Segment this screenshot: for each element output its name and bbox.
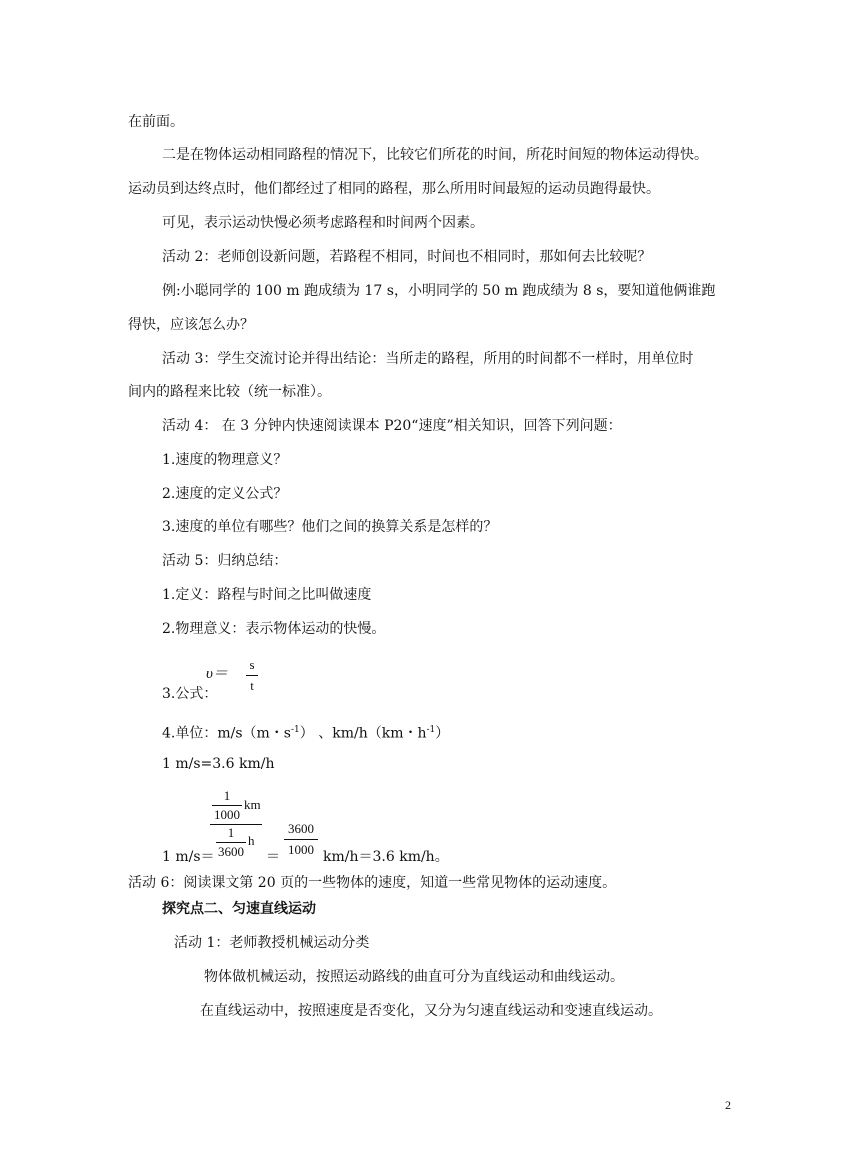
text-line: 在前面。 (128, 114, 184, 130)
fraction-bar (284, 839, 318, 840)
text-line: 活动 5：归纳总结： (162, 553, 288, 569)
text-line: 得快，应该怎么办？ (128, 317, 254, 333)
fraction-bar (212, 805, 242, 806)
text-line: 活动 6：阅读课文第 20 页的一些物体的速度，知道一些常见物体的运动速度。 (128, 875, 617, 891)
conversion-thousand: 1000 (214, 807, 240, 822)
text-line: 活动 4： 在 3 分钟内快速阅读课本 P20“速度”相关知识，回答下列问题： (162, 418, 622, 434)
text-line: 运动员到达终点时，他们都经过了相同的路程，那么所用时间最短的运动员跑得最快。 (128, 181, 660, 197)
conversion-one: 1 (227, 825, 235, 840)
text-line: 可见，表示运动快慢必须考虑路程和时间两个因素。 (162, 215, 484, 231)
text-line: 3.速度的单位有哪些？他们之间的换算关系是怎样的？ (162, 519, 498, 535)
text-line: 1.速度的物理意义？ (162, 452, 288, 468)
text-line: 活动 1：老师教授机械运动分类 (174, 935, 370, 951)
fraction-bar (216, 842, 246, 843)
text-line: 1 m/s=3.6 km/h (162, 756, 275, 772)
conversion-one: 1 (223, 788, 231, 803)
section-heading: 探究点二、匀速直线运动 (162, 901, 316, 917)
formula-numerator: s (249, 657, 255, 672)
units-exponent: -1 (291, 725, 300, 735)
conversion-h: h (248, 833, 255, 848)
conversion-km: km (244, 797, 261, 812)
formula-denominator: t (250, 678, 254, 693)
text-line: 物体做机械运动，按照运动路线的曲直可分为直线运动和曲线运动。 (204, 969, 624, 985)
units-exponent: -1 (426, 725, 436, 735)
text-line: 2.物理意义：表示物体运动的快慢。 (162, 621, 386, 637)
conversion-3600: 3600 (288, 821, 314, 836)
units-prefix: 4.单位：m/s（m・s (162, 725, 291, 742)
conversion-1000: 1000 (288, 842, 314, 857)
fraction-bar (246, 675, 258, 676)
units-line (162, 720, 449, 744)
units-middle: ） 、km/h（km・h (299, 725, 427, 742)
text-line: 活动 2：老师创设新问题，若路程不相同，时间也不相同时，那如何去比较呢？ (162, 249, 652, 265)
page-number: 2 (725, 1098, 731, 1112)
text-line: 在直线运动中，按照速度是否变化，又分为匀速直线运动和变速直线运动。 (200, 1003, 662, 1019)
text-line: 2.速度的定义公式？ (162, 486, 288, 502)
conversion-3600: 3600 (218, 844, 244, 859)
text-line: 活动 3：学生交流讨论并得出结论：当所走的路程，所用的时间都不一样时，用单位时 (162, 351, 694, 367)
text-line: 二是在物体运动相同路程的情况下，比较它们所花的时间，所花时间短的物体运动得快。 (162, 147, 708, 163)
equals-sign: ＝ (266, 849, 280, 865)
text-line: 1 m/s＝ (162, 849, 215, 865)
text-line: 3.公式： (162, 686, 218, 702)
formula-lhs: υ＝ (206, 666, 228, 682)
fraction-bar-main (210, 824, 262, 825)
text-line: 间内的路程来比较（统一标准）。 (128, 384, 331, 400)
conversion-result: km/h＝3.6 km/h。 (323, 849, 449, 865)
text-line: 1.定义：路程与时间之比叫做速度 (162, 587, 372, 603)
units-suffix: ） (435, 725, 450, 742)
text-line: 例:小聪同学的 100 m 跑成绩为 17 s，小明同学的 50 m 跑成绩为 8 s，要知道他俩谁跑 (162, 283, 716, 299)
